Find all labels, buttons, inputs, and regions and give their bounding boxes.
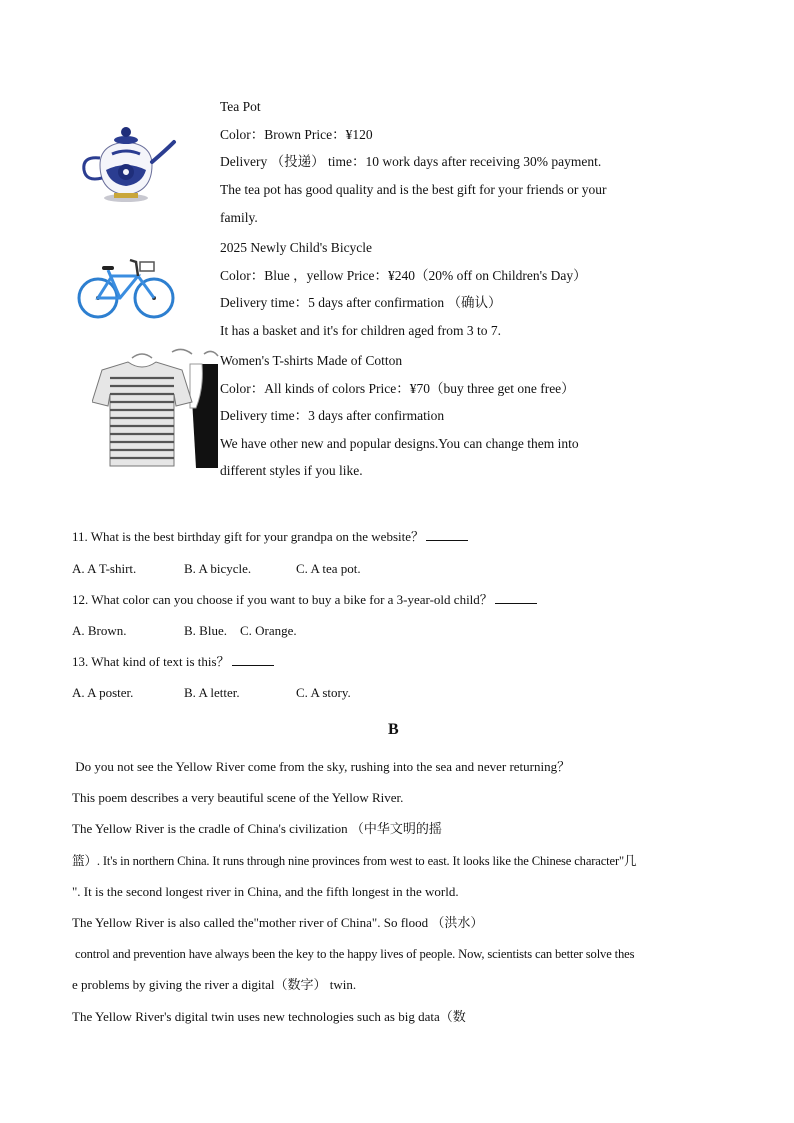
passage-line: The Yellow River is also called the"mother river of China". So flood （洪水） bbox=[72, 915, 484, 930]
item-3-desc-line-1: We have other new and popular designs.You can change them into bbox=[220, 436, 579, 451]
passage-line: The Yellow River's digital twin uses new technologies such as big data（数 bbox=[72, 1009, 466, 1024]
question-13-text: 13. What kind of text is this？ bbox=[72, 654, 230, 669]
answer-blank[interactable] bbox=[495, 591, 537, 604]
passage-line: This poem describes a very beautiful scene of the Yellow River. bbox=[72, 790, 404, 805]
passage-line: e problems by giving the river a digital（数字） twin. bbox=[72, 977, 357, 992]
q12-option-c[interactable]: C. Orange. bbox=[240, 623, 297, 638]
passage-line: ". It is the second longest river in China, and the fifth longest in the world. bbox=[72, 884, 459, 899]
passage-line: Do you not see the Yellow River come from the sky, rushing into the sea and never returning？ bbox=[72, 759, 571, 774]
passage-line: control and prevention have always been the key to the happy lives of people. Now, scientists can better solve thes bbox=[72, 947, 635, 961]
teapot-image bbox=[76, 120, 178, 204]
bicycle-image bbox=[76, 254, 176, 322]
item-3-desc-line-2: different styles if you like. bbox=[220, 463, 363, 478]
item-1-desc-line-1: The tea pot has good quality and is the best gift for your friends or your bbox=[220, 182, 607, 197]
item-3-delivery: Delivery time：3 days after confirmation bbox=[220, 408, 445, 423]
item-1-delivery: Delivery （投递） time：10 work days after receiving 30% payment. bbox=[220, 154, 602, 169]
q12-option-a[interactable]: A. Brown. bbox=[72, 623, 127, 638]
question-13 bbox=[72, 653, 274, 671]
item-3-name: Women's T-shirts Made of Cotton bbox=[220, 353, 403, 368]
q12-option-b[interactable]: B. Blue. bbox=[184, 623, 227, 638]
question-12 bbox=[72, 591, 537, 609]
item-2-delivery: Delivery time：5 days after confirmation （确认） bbox=[220, 295, 502, 310]
item-1-name: Tea Pot bbox=[220, 99, 261, 114]
item-1-color-price: Color：Brown Price：¥120 bbox=[220, 127, 373, 142]
answer-blank[interactable] bbox=[426, 528, 468, 541]
tshirts-image bbox=[92, 348, 222, 472]
item-1-desc-line-2: family. bbox=[220, 210, 258, 225]
question-11 bbox=[72, 528, 468, 546]
item-3-color-price: Color：All kinds of colors Price：¥70（buy three get one free） bbox=[220, 381, 575, 396]
q13-option-c[interactable]: C. A story. bbox=[296, 685, 351, 700]
question-11-text: 11. What is the best birthday gift for your grandpa on the website？ bbox=[72, 529, 425, 544]
q13-option-a[interactable]: A. A poster. bbox=[72, 685, 134, 700]
section-b-heading: B bbox=[388, 721, 399, 738]
passage-line: The Yellow River is the cradle of China's civilization （中华文明的摇 bbox=[72, 821, 442, 836]
q11-option-a[interactable]: A. A T-shirt. bbox=[72, 561, 137, 576]
item-2-name: 2025 Newly Child's Bicycle bbox=[220, 240, 373, 255]
q13-option-b[interactable]: B. A letter. bbox=[184, 685, 240, 700]
passage-line: 篮）. It's in northern China. It runs through nine provinces from west to east. It looks like the Chinese character"几 bbox=[72, 854, 637, 868]
q11-option-b[interactable]: B. A bicycle. bbox=[184, 561, 252, 576]
item-2-desc-line-1: It has a basket and it's for children aged from 3 to 7. bbox=[220, 323, 501, 338]
answer-blank[interactable] bbox=[232, 653, 274, 666]
question-12-text: 12. What color can you choose if you want to buy a bike for a 3-year-old child？ bbox=[72, 592, 493, 607]
item-2-color-price: Color：Blue ，yellow Price：¥240（20% off on Children's Day） bbox=[220, 268, 587, 283]
q11-option-c[interactable]: C. A tea pot. bbox=[296, 561, 361, 576]
